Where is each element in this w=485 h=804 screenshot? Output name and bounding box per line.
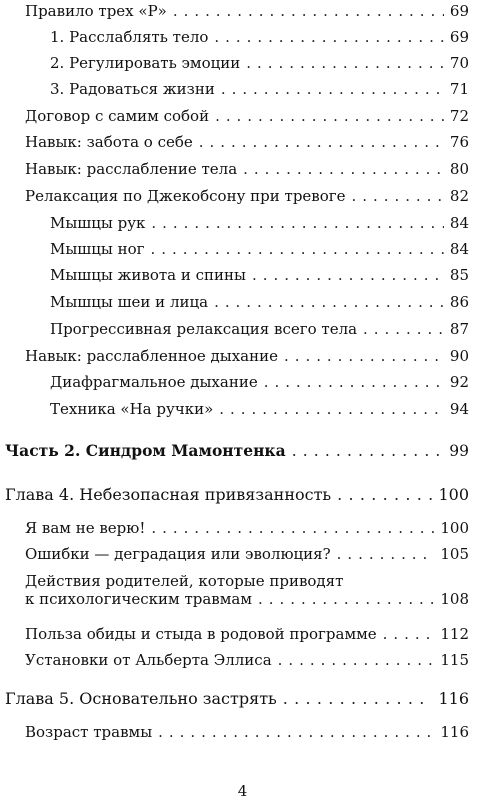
- toc-entry-page: 90: [449, 347, 469, 365]
- toc-entry-page: 108: [440, 590, 469, 608]
- toc-entry-page: 69: [449, 2, 469, 20]
- dot-leader: [246, 54, 444, 72]
- toc-entry-page: 115: [440, 651, 469, 669]
- toc-entry: [50, 54, 469, 72]
- page-number: 4: [237, 782, 248, 800]
- toc-entry: [25, 160, 469, 178]
- dot-leader: [252, 266, 444, 284]
- dot-leader: [199, 133, 444, 151]
- dot-leader: [278, 651, 435, 669]
- toc-entry-page: 69: [449, 28, 469, 46]
- toc-entry-page: 99: [449, 442, 469, 460]
- toc-entry: [25, 572, 469, 608]
- toc-entry-title: Техника «На ручки»: [50, 400, 214, 418]
- dot-leader: [264, 373, 444, 391]
- toc-entry-title-line1: Действия родителей, которые приводят: [25, 572, 344, 590]
- dot-leader: [219, 400, 444, 418]
- dot-leader: [292, 442, 444, 460]
- toc-entry-page: 84: [449, 240, 469, 258]
- toc-entry: [25, 107, 469, 125]
- toc-entry: [25, 545, 469, 563]
- dot-leader: [363, 320, 444, 338]
- toc-entry-title: Ошибки — деградация или эволюция?: [25, 545, 331, 563]
- toc-entry-page: 94: [449, 400, 469, 418]
- dot-leader: [337, 545, 435, 563]
- toc-entry-line2: [25, 590, 469, 608]
- toc-entry-page: 76: [449, 133, 469, 151]
- toc-entry: [25, 347, 469, 365]
- toc-entry-title: Правило трех «Р»: [25, 2, 167, 20]
- dot-leader: [283, 690, 433, 708]
- dot-leader: [337, 486, 432, 504]
- toc-entry-page: 112: [440, 625, 469, 643]
- toc-entry-title: 2. Регулировать эмоции: [50, 54, 241, 72]
- toc-entry: [25, 723, 469, 741]
- dot-leader: [352, 187, 444, 205]
- toc-entry: [50, 80, 469, 98]
- toc-entry-page: 82: [449, 187, 469, 205]
- toc-entry-title: 1. Расслаблять тело: [50, 28, 209, 46]
- toc-entry-page: 92: [449, 373, 469, 391]
- dot-leader: [383, 625, 435, 643]
- toc-entry-page: 105: [440, 545, 469, 563]
- toc-entry: [50, 266, 469, 284]
- toc-entry-title: Глава 4. Небезопасная привязанность: [5, 485, 332, 504]
- toc-entry: [50, 214, 469, 232]
- toc-entry: [50, 400, 469, 418]
- toc-entry-title: Навык: расслабленное дыхание: [25, 347, 278, 365]
- dot-leader: [151, 519, 434, 537]
- toc-entry: [50, 373, 469, 391]
- toc-entry-title-line2: к психологическим травмам: [25, 590, 253, 608]
- toc-chapter-entry: [5, 690, 469, 708]
- dot-leader: [150, 240, 443, 258]
- toc-entry-title: Договор с самим собой: [25, 107, 210, 125]
- toc-entry: [50, 293, 469, 311]
- toc-entry-page: 100: [438, 485, 469, 504]
- toc-entry-page: 85: [449, 266, 469, 284]
- toc-entry: [50, 240, 469, 258]
- toc-entry-title: Глава 5. Основательно застрять: [5, 689, 277, 708]
- toc-entry-page: 87: [449, 320, 469, 338]
- toc-entry: [50, 320, 469, 338]
- toc-entry-title: Мышцы шеи и лица: [50, 293, 209, 311]
- toc-entry-title: Часть 2. Синдром Мамонтенка: [5, 441, 286, 460]
- toc-entry-title: Прогрессивная релаксация всего тела: [50, 320, 358, 338]
- toc-entry: [25, 133, 469, 151]
- dot-leader: [214, 28, 444, 46]
- dot-leader: [214, 293, 444, 311]
- toc-entry-page: 70: [449, 54, 469, 72]
- dot-leader: [243, 160, 444, 178]
- toc-entry-title: 3. Радоваться жизни: [50, 80, 215, 98]
- toc-entry-title: Мышцы живота и спины: [50, 266, 246, 284]
- dot-leader: [284, 347, 444, 365]
- toc-entry-title: Мышцы рук: [50, 214, 146, 232]
- dot-leader: [158, 723, 434, 741]
- toc-entry-page: 116: [438, 689, 469, 708]
- toc-entry-page: 86: [449, 293, 469, 311]
- toc-entry: [25, 2, 469, 20]
- toc-entry-page: 80: [449, 160, 469, 178]
- toc-entry-title: Релаксация по Джекобсону при тревоге: [25, 187, 346, 205]
- dot-leader: [258, 590, 434, 608]
- toc-entry-title: Навык: расслабление тела: [25, 160, 238, 178]
- toc-part-entry: [5, 442, 469, 460]
- toc-entry-title: Диафрагмальное дыхание: [50, 373, 258, 391]
- dot-leader: [215, 107, 444, 125]
- toc-entry-title: Мышцы ног: [50, 240, 145, 258]
- toc-entry: [50, 28, 469, 46]
- toc-entry: [25, 625, 469, 643]
- toc-entry-title: Я вам не верю!: [25, 519, 146, 537]
- toc-entry: [25, 519, 469, 537]
- toc-entry-page: 84: [449, 214, 469, 232]
- toc-entry: [25, 651, 469, 669]
- dot-leader: [221, 80, 444, 98]
- toc-entry-title: Польза обиды и стыда в родовой программе: [25, 625, 377, 643]
- toc-entry-page: 100: [440, 519, 469, 537]
- toc-entry-title: Навык: забота о себе: [25, 133, 193, 151]
- toc-entry-page: 71: [449, 80, 469, 98]
- dot-leader: [173, 2, 444, 20]
- toc-entry-title: Возраст травмы: [25, 723, 153, 741]
- toc-entry-page: 116: [440, 723, 469, 741]
- toc-chapter-entry: [5, 486, 469, 504]
- toc-entry-page: 72: [449, 107, 469, 125]
- toc-entry: [25, 187, 469, 205]
- toc-entry-title: Установки от Альберта Эллиса: [25, 651, 272, 669]
- dot-leader: [151, 214, 444, 232]
